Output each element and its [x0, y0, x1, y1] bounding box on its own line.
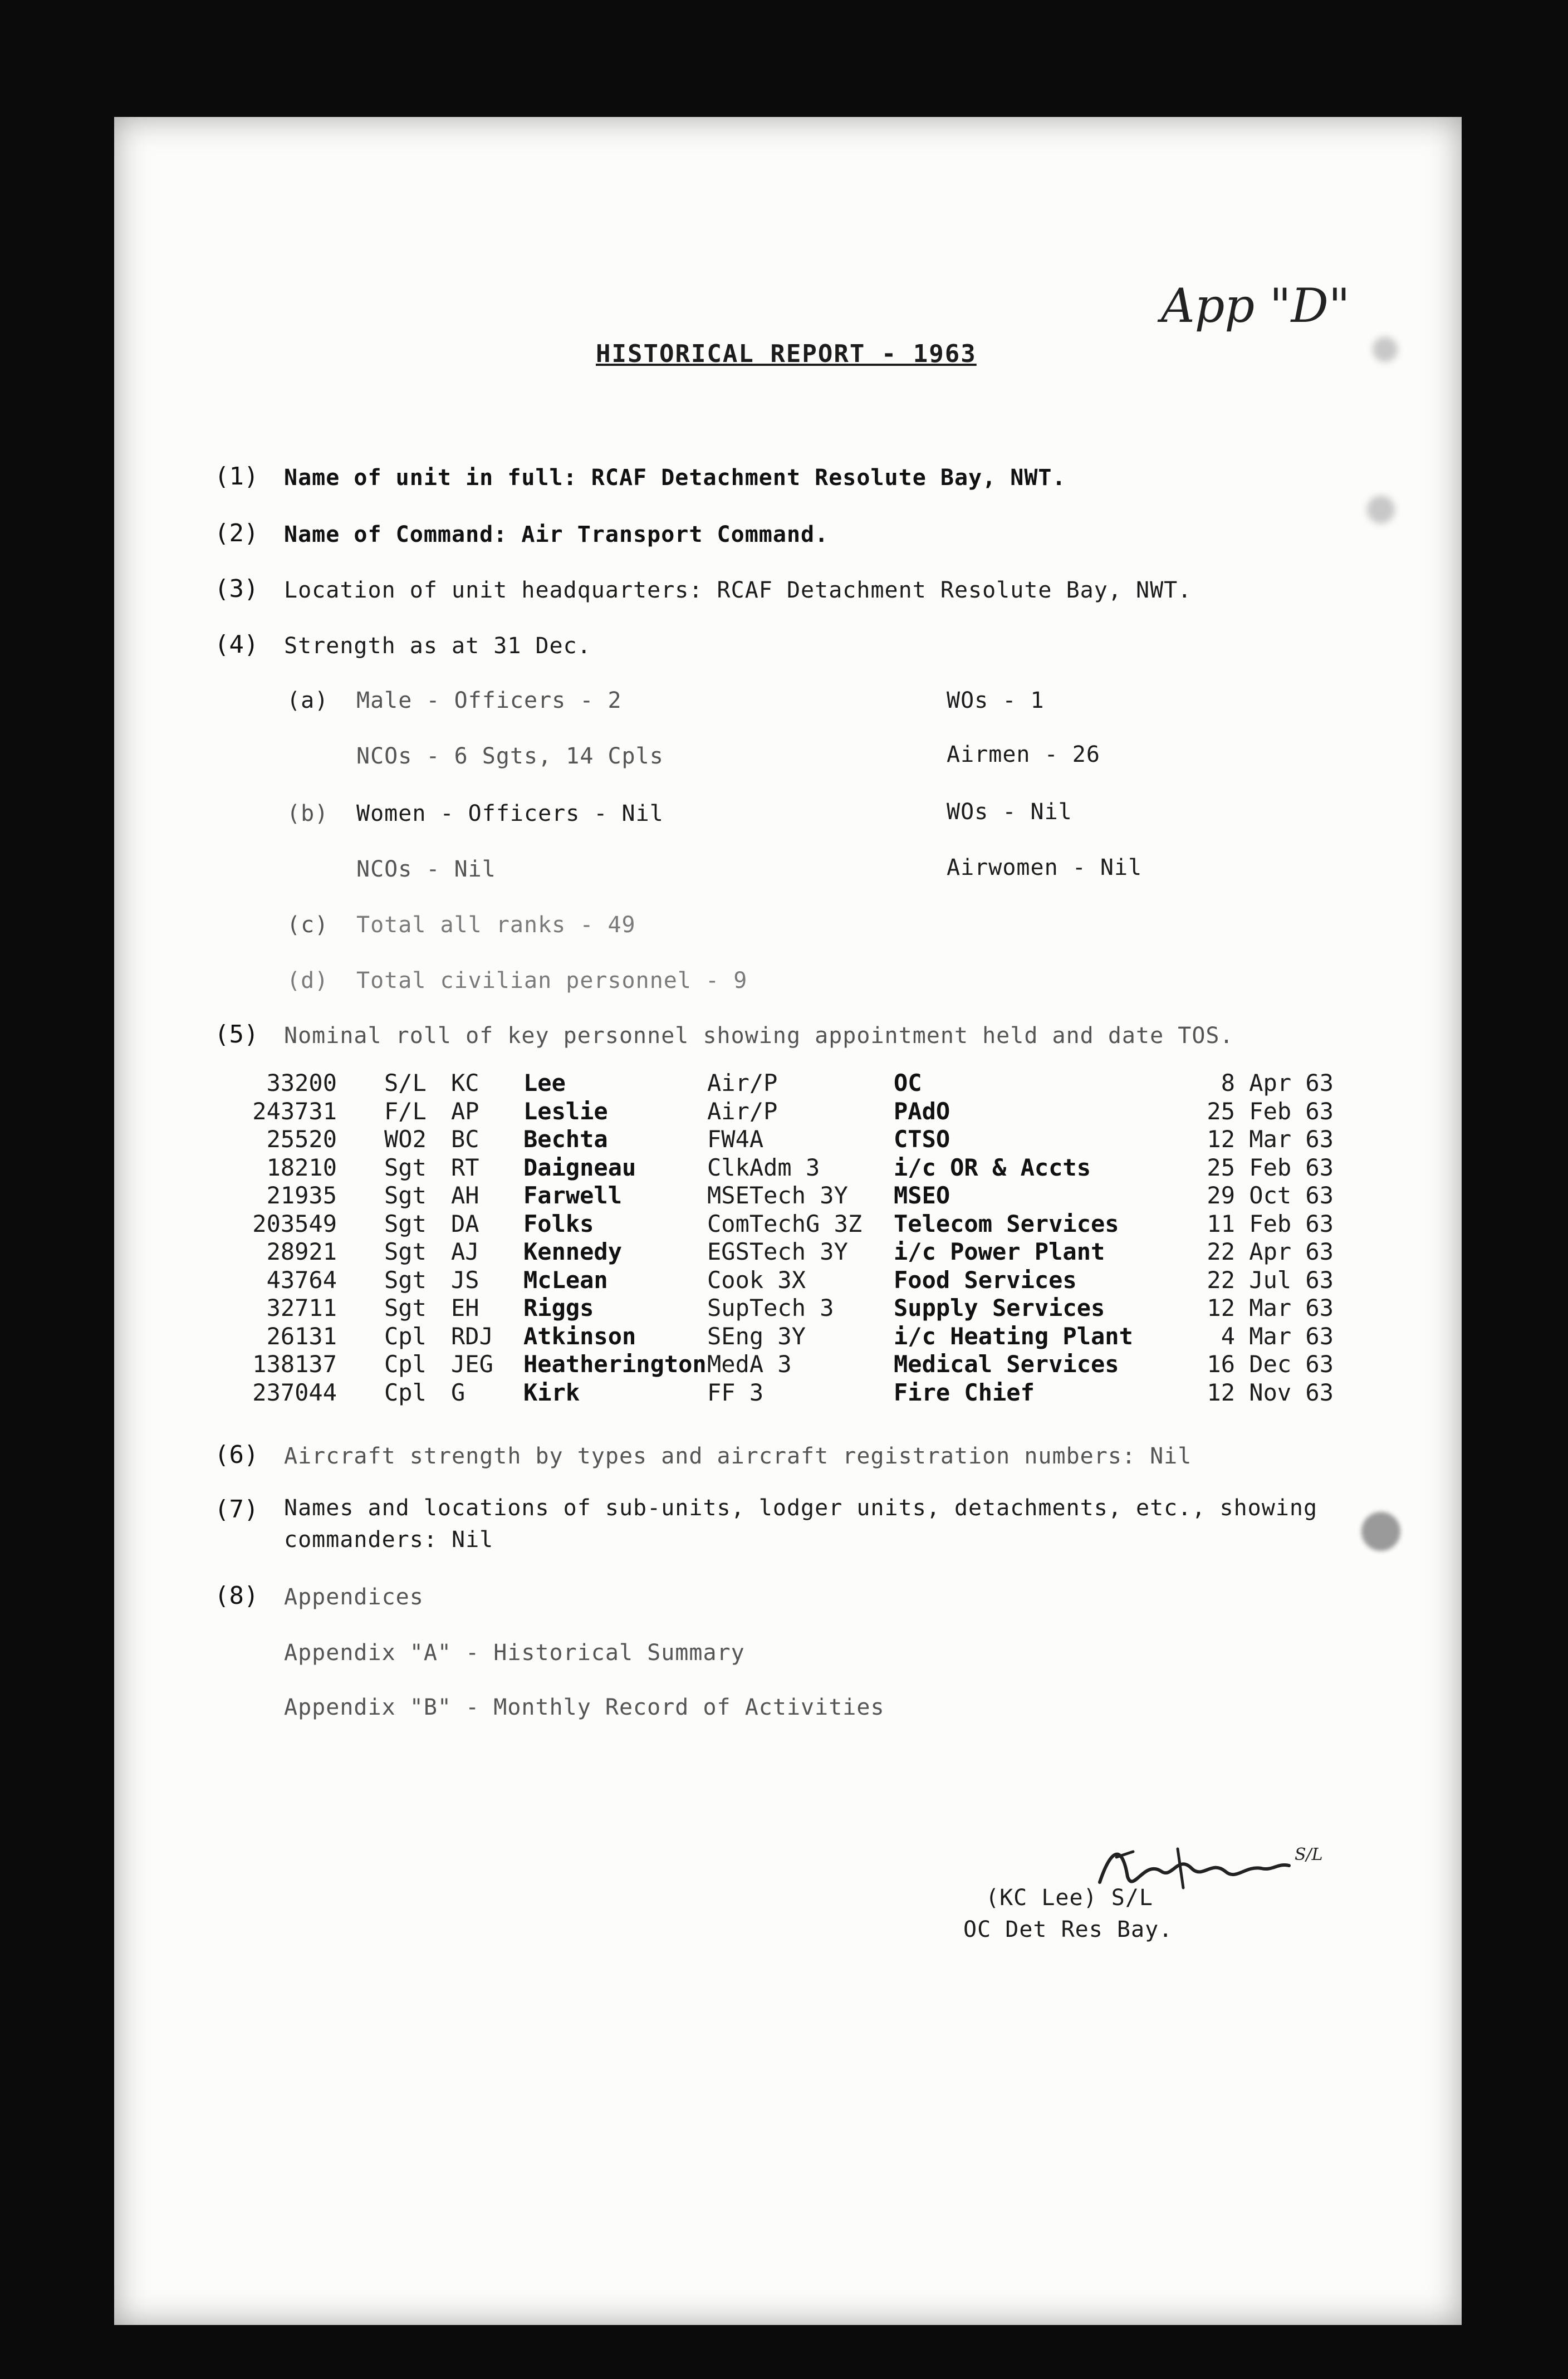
roll-rank: Sgt [384, 1210, 427, 1237]
strength-d-label: (d) [287, 968, 329, 993]
item-6-text: Aircraft strength by types and aircraft registration numbers: Nil [284, 1443, 1192, 1469]
roll-initials: BC [451, 1125, 479, 1153]
roll-date-tos: 16 Dec 63 [1207, 1350, 1334, 1378]
strength-airwomen: Airwomen - Nil [947, 855, 1143, 880]
item-8-number: (8) [214, 1582, 259, 1610]
roll-appointment: Fire Chief [894, 1378, 1035, 1406]
roll-initials: RDJ [451, 1322, 493, 1350]
roll-trade: SEng 3Y [707, 1322, 806, 1350]
roll-service-number: 32711 [266, 1294, 337, 1321]
roll-date-tos: 29 Oct 63 [1207, 1182, 1334, 1209]
strength-male-officers: Male - Officers - 2 [356, 688, 622, 713]
roll-trade: ComTechG 3Z [707, 1210, 863, 1237]
strength-male-ncos: NCOs - 6 Sgts, 14 Cpls [356, 743, 664, 769]
roll-rank: WO2 [384, 1125, 427, 1153]
roll-date-tos: 12 Mar 63 [1207, 1294, 1334, 1321]
paper-smudge [1361, 1512, 1400, 1551]
roll-service-number: 203549 [252, 1210, 337, 1237]
roll-trade: MSETech 3Y [707, 1182, 848, 1209]
roll-initials: AJ [451, 1238, 479, 1265]
roll-appointment: CTSO [894, 1125, 950, 1153]
roll-initials: JEG [451, 1350, 493, 1378]
roll-appointment: Telecom Services [894, 1210, 1119, 1237]
roll-name: Kennedy [523, 1238, 623, 1265]
strength-total-civilian: Total civilian personnel - 9 [356, 968, 748, 993]
roll-initials: RT [451, 1153, 479, 1181]
item-5-number: (5) [214, 1020, 259, 1049]
roll-date-tos: 11 Feb 63 [1207, 1210, 1334, 1237]
roll-name: Folks [523, 1210, 594, 1237]
roll-name: Bechta [523, 1125, 608, 1153]
roll-date-tos: 22 Jul 63 [1207, 1266, 1334, 1294]
roll-initials: G [451, 1378, 465, 1406]
item-2-number: (2) [214, 519, 259, 547]
roll-rank: Cpl [384, 1322, 427, 1350]
item-5-text: Nominal roll of key personnel showing appointment held and date TOS. [284, 1023, 1234, 1049]
item-2-text: Name of Command: Air Transport Command. [284, 522, 829, 547]
roll-trade: Cook 3X [707, 1266, 806, 1294]
roll-date-tos: 12 Nov 63 [1207, 1378, 1334, 1406]
strength-c-label: (c) [287, 912, 329, 938]
roll-trade: Air/P [707, 1097, 778, 1125]
roll-name: Atkinson [523, 1322, 636, 1350]
roll-initials: DA [451, 1210, 479, 1237]
roll-name: Lee [523, 1069, 566, 1097]
item-8-text: Appendices [284, 1584, 424, 1610]
roll-service-number: 18210 [266, 1153, 337, 1181]
roll-service-number: 26131 [266, 1322, 337, 1350]
roll-appointment: Food Services [894, 1266, 1077, 1294]
strength-women-ncos: NCOs - Nil [356, 856, 496, 882]
svg-text:S/L: S/L [1295, 1845, 1323, 1864]
roll-appointment: Supply Services [894, 1294, 1105, 1321]
roll-service-number: 243731 [252, 1097, 337, 1125]
roll-appointment: i/c Power Plant [894, 1238, 1105, 1265]
strength-airmen: Airmen - 26 [947, 742, 1100, 767]
roll-trade: Air/P [707, 1069, 778, 1097]
roll-trade: ClkAdm 3 [707, 1153, 820, 1181]
roll-service-number: 138137 [252, 1350, 337, 1378]
roll-name: Heatherington [523, 1350, 707, 1378]
roll-date-tos: 8 Apr 63 [1221, 1069, 1334, 1097]
roll-date-tos: 25 Feb 63 [1207, 1153, 1334, 1181]
roll-initials: AP [451, 1097, 479, 1125]
item-1-text: Name of unit in full: RCAF Detachment Resolute Bay, NWT. [284, 465, 1066, 491]
item-7-line-2: commanders: Nil [284, 1527, 494, 1553]
strength-a-label: (a) [287, 688, 329, 713]
strength-total-ranks: Total all ranks - 49 [356, 912, 636, 938]
roll-appointment: PAdO [894, 1097, 950, 1125]
signature-title: OC Det Res Bay. [963, 1917, 1173, 1942]
roll-appointment: i/c Heating Plant [894, 1322, 1133, 1350]
roll-date-tos: 12 Mar 63 [1207, 1125, 1334, 1153]
roll-name: Daigneau [523, 1153, 636, 1181]
roll-rank: Sgt [384, 1238, 427, 1265]
roll-name: Riggs [523, 1294, 594, 1321]
roll-trade: EGSTech 3Y [707, 1238, 848, 1265]
roll-rank: F/L [384, 1097, 427, 1125]
strength-male-wos: WOs - 1 [947, 688, 1045, 713]
signature-name: (KC Lee) S/L [986, 1885, 1153, 1911]
roll-name: McLean [523, 1266, 608, 1294]
roll-trade: FF 3 [707, 1378, 764, 1406]
document-page [114, 117, 1462, 2325]
roll-trade: MedA 3 [707, 1350, 792, 1378]
roll-trade: SupTech 3 [707, 1294, 834, 1321]
roll-initials: JS [451, 1266, 479, 1294]
roll-service-number: 33200 [266, 1069, 337, 1097]
roll-name: Leslie [523, 1097, 608, 1125]
roll-service-number: 28921 [266, 1238, 337, 1265]
item-3-text: Location of unit headquarters: RCAF Detachment Resolute Bay, NWT. [284, 577, 1192, 603]
roll-appointment: i/c OR & Accts [894, 1153, 1091, 1181]
appendix-b: Appendix "B" - Monthly Record of Activities [284, 1695, 885, 1720]
roll-rank: Sgt [384, 1294, 427, 1321]
report-title: HISTORICAL REPORT - 1963 [596, 340, 977, 368]
strength-women-wos: WOs - Nil [947, 799, 1072, 825]
strength-b-label: (b) [287, 801, 329, 826]
paper-smudge [1373, 337, 1398, 362]
item-6-number: (6) [214, 1441, 259, 1469]
item-7-number: (7) [214, 1495, 259, 1524]
item-1-number: (1) [214, 462, 259, 491]
roll-rank: Sgt [384, 1266, 427, 1294]
roll-date-tos: 4 Mar 63 [1221, 1322, 1334, 1350]
roll-name: Farwell [523, 1182, 623, 1209]
roll-initials: AH [451, 1182, 479, 1209]
roll-rank: Cpl [384, 1350, 427, 1378]
roll-date-tos: 22 Apr 63 [1207, 1238, 1334, 1265]
roll-service-number: 21935 [266, 1182, 337, 1209]
roll-trade: FW4A [707, 1125, 764, 1153]
roll-appointment: OC [894, 1069, 922, 1097]
item-4-text: Strength as at 31 Dec. [284, 633, 591, 659]
strength-women-officers: Women - Officers - Nil [356, 801, 664, 826]
roll-service-number: 25520 [266, 1125, 337, 1153]
roll-rank: S/L [384, 1069, 427, 1097]
roll-appointment: Medical Services [894, 1350, 1119, 1378]
roll-name: Kirk [523, 1378, 580, 1406]
item-7-line-1: Names and locations of sub-units, lodger units, detachments, etc., showing [284, 1495, 1318, 1521]
roll-service-number: 43764 [266, 1266, 337, 1294]
roll-appointment: MSEO [894, 1182, 950, 1209]
roll-rank: Cpl [384, 1378, 427, 1406]
item-3-number: (3) [214, 575, 259, 603]
paper-smudge [1367, 496, 1395, 523]
roll-rank: Sgt [384, 1153, 427, 1181]
roll-initials: EH [451, 1294, 479, 1321]
appendix-a: Appendix "A" - Historical Summary [284, 1640, 745, 1666]
roll-service-number: 237044 [252, 1378, 337, 1406]
roll-initials: KC [451, 1069, 479, 1097]
roll-rank: Sgt [384, 1182, 427, 1209]
roll-date-tos: 25 Feb 63 [1207, 1097, 1334, 1125]
item-4-number: (4) [214, 630, 259, 659]
handwritten-appendix-note: App "D" [1161, 278, 1350, 333]
